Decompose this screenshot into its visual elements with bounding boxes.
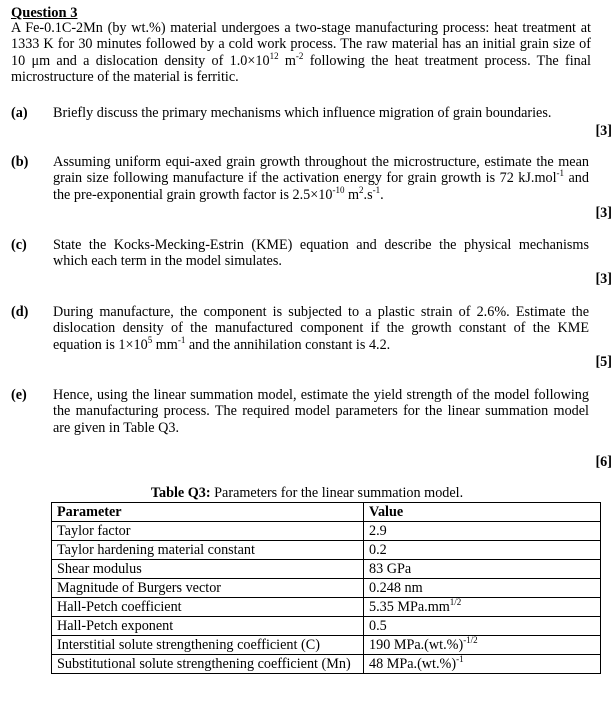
part-b-text: Assuming uniform equi-axed grain growth throughout the microstructure, estimate the mean grain size following manufacture if the activation energy for grain growth is 72 kJ.mol$^{-1}$ and the pre-exponential grain growth factor is $2.5\times 10^{-10}$ $m^2.s^{-1}$.	[53, 154, 589, 203]
part-c-marks: [3]	[595, 271, 612, 287]
parameter-value: 0.2	[364, 541, 601, 560]
column-header-parameter: Parameter	[52, 503, 364, 522]
table-row	[52, 541, 601, 560]
table-row	[52, 636, 601, 655]
parameter-value: 5.35 $MPa.mm^{1/2}$	[364, 598, 601, 617]
part-d	[11, 304, 589, 353]
parameter-name: Magnitude of Burgers vector	[52, 579, 364, 598]
parameter-value: 83 GPa	[364, 560, 601, 579]
parameter-name: Hall-Petch coefficient	[52, 598, 364, 617]
parameter-value: 48 $MPa.(wt.\%)^{-1}$	[364, 655, 601, 674]
table-row	[52, 579, 601, 598]
part-a-text: Briefly discuss the primary mechanisms which influence migration of grain boundaries.	[53, 105, 552, 121]
part-b	[11, 154, 589, 203]
question-title: Question 3	[11, 5, 78, 21]
part-e-text: Hence, using the linear summation model, estimate the yield strength of the model following the manufacturing process. The required model parameters for the linear summation model are given in Table Q3.	[53, 387, 589, 436]
table-row	[52, 522, 601, 541]
part-d-label: (d)	[11, 304, 29, 320]
parameter-name: Substitutional solute strengthening coefficient (Mn)	[52, 655, 364, 674]
parameter-value: 190 $MPa.(wt.\%)^{-1/2}$	[364, 636, 601, 655]
part-d-marks: [5]	[595, 354, 612, 370]
table-row	[52, 617, 601, 636]
parameter-value: 0.5	[364, 617, 601, 636]
table-header-row	[52, 503, 601, 522]
table-row	[52, 560, 601, 579]
parameter-value: 2.9	[364, 522, 601, 541]
part-d-text: During manufacture, the component is subjected to a plastic strain of 2.6%. Estimate the dislocation density of the manufactured component if the growth constant of the KME equation is $1\times 10^5$ $mm^{-1}$ and the annihilation constant is 4.2.	[53, 304, 589, 353]
parameter-name: Taylor hardening material constant	[52, 541, 364, 560]
part-b-label: (b)	[11, 154, 29, 170]
table-caption: Table Q3: Parameters for the linear summation model.	[150, 485, 464, 501]
table-row	[52, 655, 601, 674]
part-c-text: State the Kocks-Mecking-Estrin (KME) equation and describe the physical mechanisms which each term in the model simulates.	[53, 237, 589, 270]
part-e	[11, 387, 589, 436]
part-a-label: (a)	[11, 105, 28, 121]
part-a-marks: [3]	[595, 123, 612, 139]
parameters-table	[51, 502, 601, 674]
parameter-name: Taylor factor	[52, 522, 364, 541]
part-a	[11, 105, 589, 121]
question-intro: A Fe-0.1C-2Mn (by wt.%) material undergoes a two-stage manufacturing process: heat treatment at 1333 K for 30 minutes followed by a cold work process. The raw material has an initial grain size of 10 μm and a dislocation density of $1.0\times 10^{12}$ $m^{-2}$ following the heat treatment process. The final microstructure of the material is ferritic.	[11, 20, 591, 86]
part-e-marks: [6]	[595, 454, 612, 470]
part-c	[11, 237, 589, 270]
parameter-name: Interstitial solute strengthening coefficient (C)	[52, 636, 364, 655]
part-b-marks: [3]	[595, 205, 612, 221]
parameter-value: 0.248 nm	[364, 579, 601, 598]
part-c-label: (c)	[11, 237, 27, 253]
part-e-label: (e)	[11, 387, 27, 403]
column-header-value: Value	[364, 503, 601, 522]
parameter-name: Shear modulus	[52, 560, 364, 579]
table-row	[52, 598, 601, 617]
parameter-name: Hall-Petch exponent	[52, 617, 364, 636]
